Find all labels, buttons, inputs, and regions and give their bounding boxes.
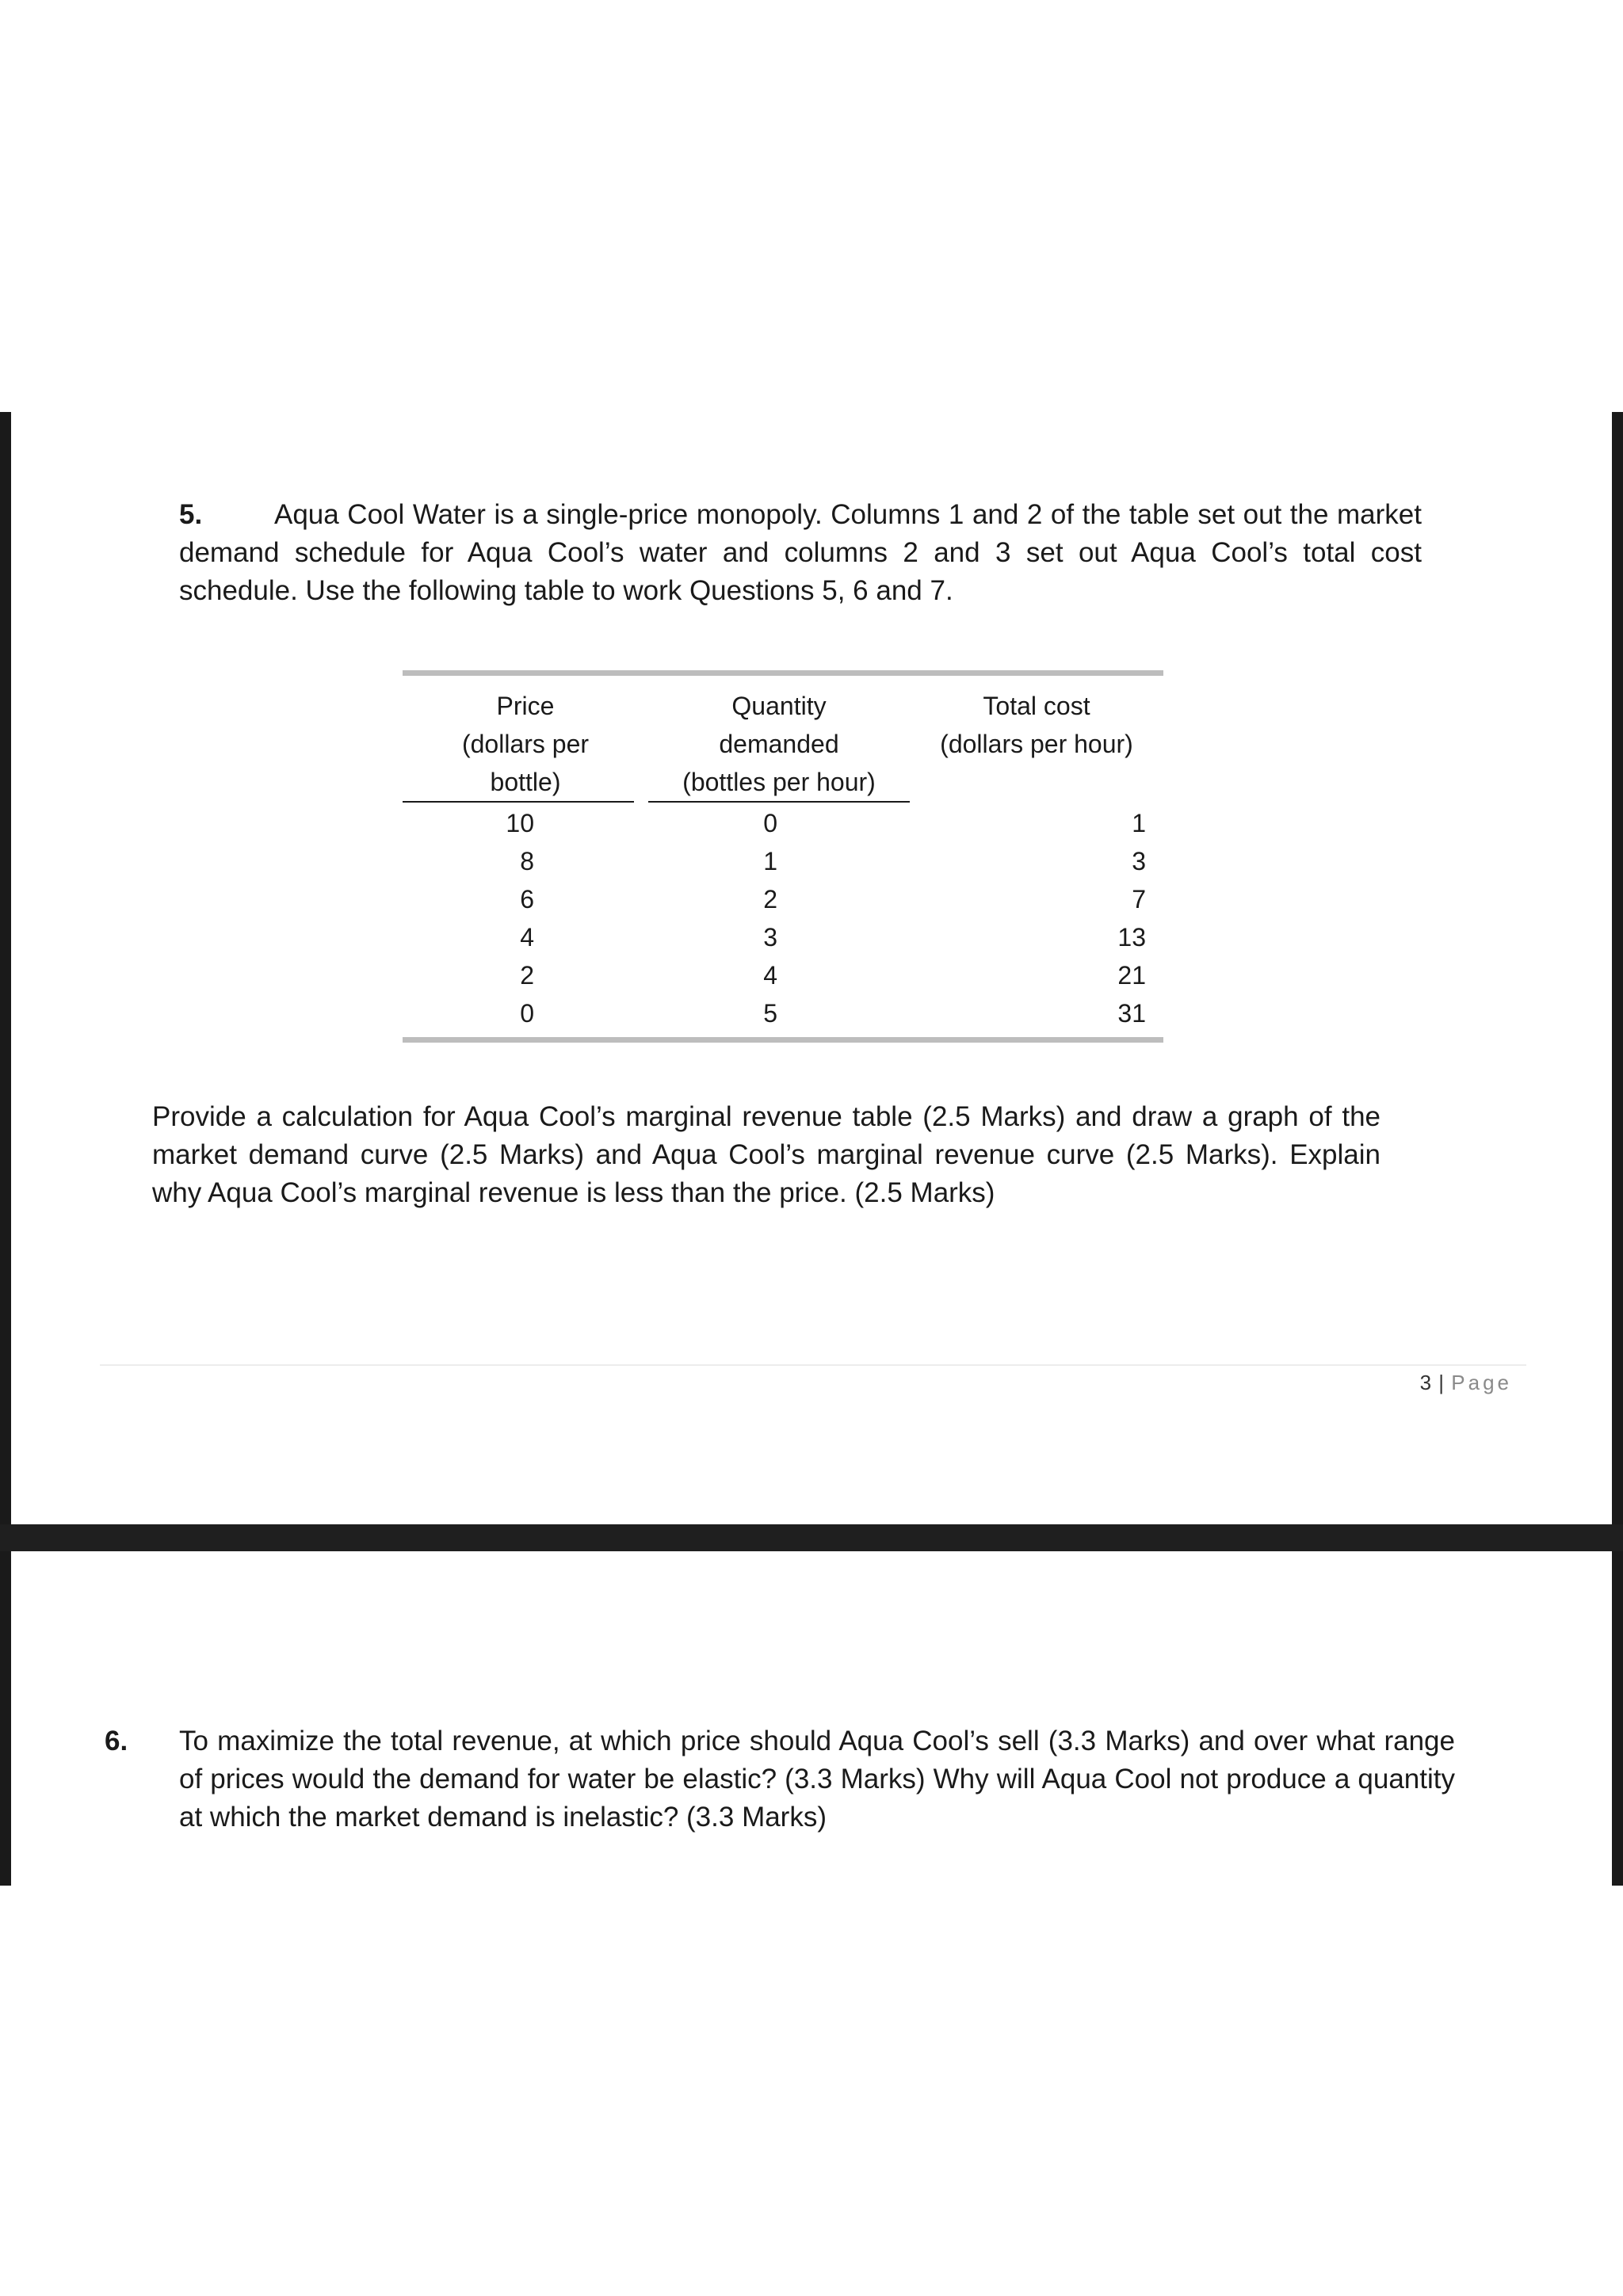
cell-price: 2 bbox=[520, 961, 534, 990]
cell-quantity: 3 bbox=[763, 923, 777, 952]
page-number-value: 3 | bbox=[1419, 1371, 1445, 1394]
question-6-number: 6. bbox=[105, 1726, 128, 1756]
table-row bbox=[403, 880, 1163, 918]
header-quantity-line-1: Quantity bbox=[731, 692, 827, 720]
question-5-text: Aqua Cool Water is a single-price monopoly. Columns 1 and 2 of the table set out the market demand schedule for Aqua Cool’s water and columns 2 and 3 set out Aqua Cool’s total cost schedule. Use the following table to work Questions 5, 6 and 7. bbox=[179, 499, 1422, 606]
cell-cost: 7 bbox=[1132, 885, 1146, 913]
cell-cost: 31 bbox=[1117, 999, 1146, 1028]
page-number bbox=[1420, 1371, 1512, 1395]
page-frame-right bbox=[1612, 412, 1623, 1886]
header-rule-price bbox=[403, 801, 634, 803]
table-row bbox=[403, 804, 1163, 842]
header-cost-line-2: (dollars per hour) bbox=[940, 730, 1133, 758]
instruction-text: Provide a calculation for Aqua Cool’s marginal revenue table (2.5 Marks) and draw a graph of the market demand curve (2.5 Marks) and Aqua Cool’s marginal revenue curve (2.5 Marks). Explain why Aqua Cool’s marginal revenue is less than the price. (2.5 Marks) bbox=[152, 1101, 1381, 1208]
cell-quantity: 5 bbox=[763, 999, 777, 1028]
header-total-cost bbox=[910, 687, 1163, 801]
cell-cost: 3 bbox=[1132, 847, 1146, 875]
header-quantity bbox=[648, 687, 910, 801]
cell-quantity: 2 bbox=[763, 885, 777, 913]
question-5-number: 5. bbox=[179, 499, 203, 530]
table-header bbox=[403, 676, 1163, 801]
cell-cost: 1 bbox=[1132, 809, 1146, 837]
page-break-bar bbox=[0, 1524, 1623, 1551]
cell-price: 4 bbox=[520, 923, 534, 952]
header-quantity-line-2: demanded bbox=[719, 730, 839, 758]
table-row bbox=[403, 994, 1163, 1032]
table-body bbox=[403, 804, 1163, 1037]
cell-price: 6 bbox=[520, 885, 534, 913]
page-frame-left bbox=[0, 412, 11, 1886]
header-rule-quantity bbox=[648, 801, 910, 803]
question-6-text: To maximize the total revenue, at which price should Aqua Cool’s sell (3.3 Marks) and over what range of prices would the demand for water be elastic? (3.3 Marks) Why will Aqua Cool not produce a quantity at which the market demand is inelastic? (3.3 Marks) bbox=[179, 1726, 1455, 1833]
header-quantity-line-3: (bottles per hour) bbox=[682, 768, 876, 796]
header-price-line-2: (dollars per bbox=[461, 730, 590, 758]
cell-cost: 13 bbox=[1117, 923, 1146, 952]
header-price-line-1: Price bbox=[496, 692, 555, 720]
page-word: Page bbox=[1451, 1371, 1512, 1394]
cell-quantity: 1 bbox=[763, 847, 777, 875]
cell-price: 0 bbox=[520, 999, 534, 1028]
footer-divider bbox=[100, 1364, 1526, 1366]
cell-quantity: 4 bbox=[763, 961, 777, 990]
cell-price: 10 bbox=[506, 809, 534, 837]
header-price bbox=[403, 687, 648, 801]
cell-cost: 21 bbox=[1117, 961, 1146, 990]
cell-quantity: 0 bbox=[763, 809, 777, 837]
demand-cost-table bbox=[403, 670, 1163, 1043]
table-row bbox=[403, 918, 1163, 956]
header-cost-line-1: Total cost bbox=[983, 692, 1090, 720]
table-row bbox=[403, 842, 1163, 880]
header-price-line-3: bottle) bbox=[490, 768, 561, 796]
cell-price: 8 bbox=[520, 847, 534, 875]
table-row bbox=[403, 956, 1163, 994]
question-5 bbox=[179, 496, 1422, 610]
